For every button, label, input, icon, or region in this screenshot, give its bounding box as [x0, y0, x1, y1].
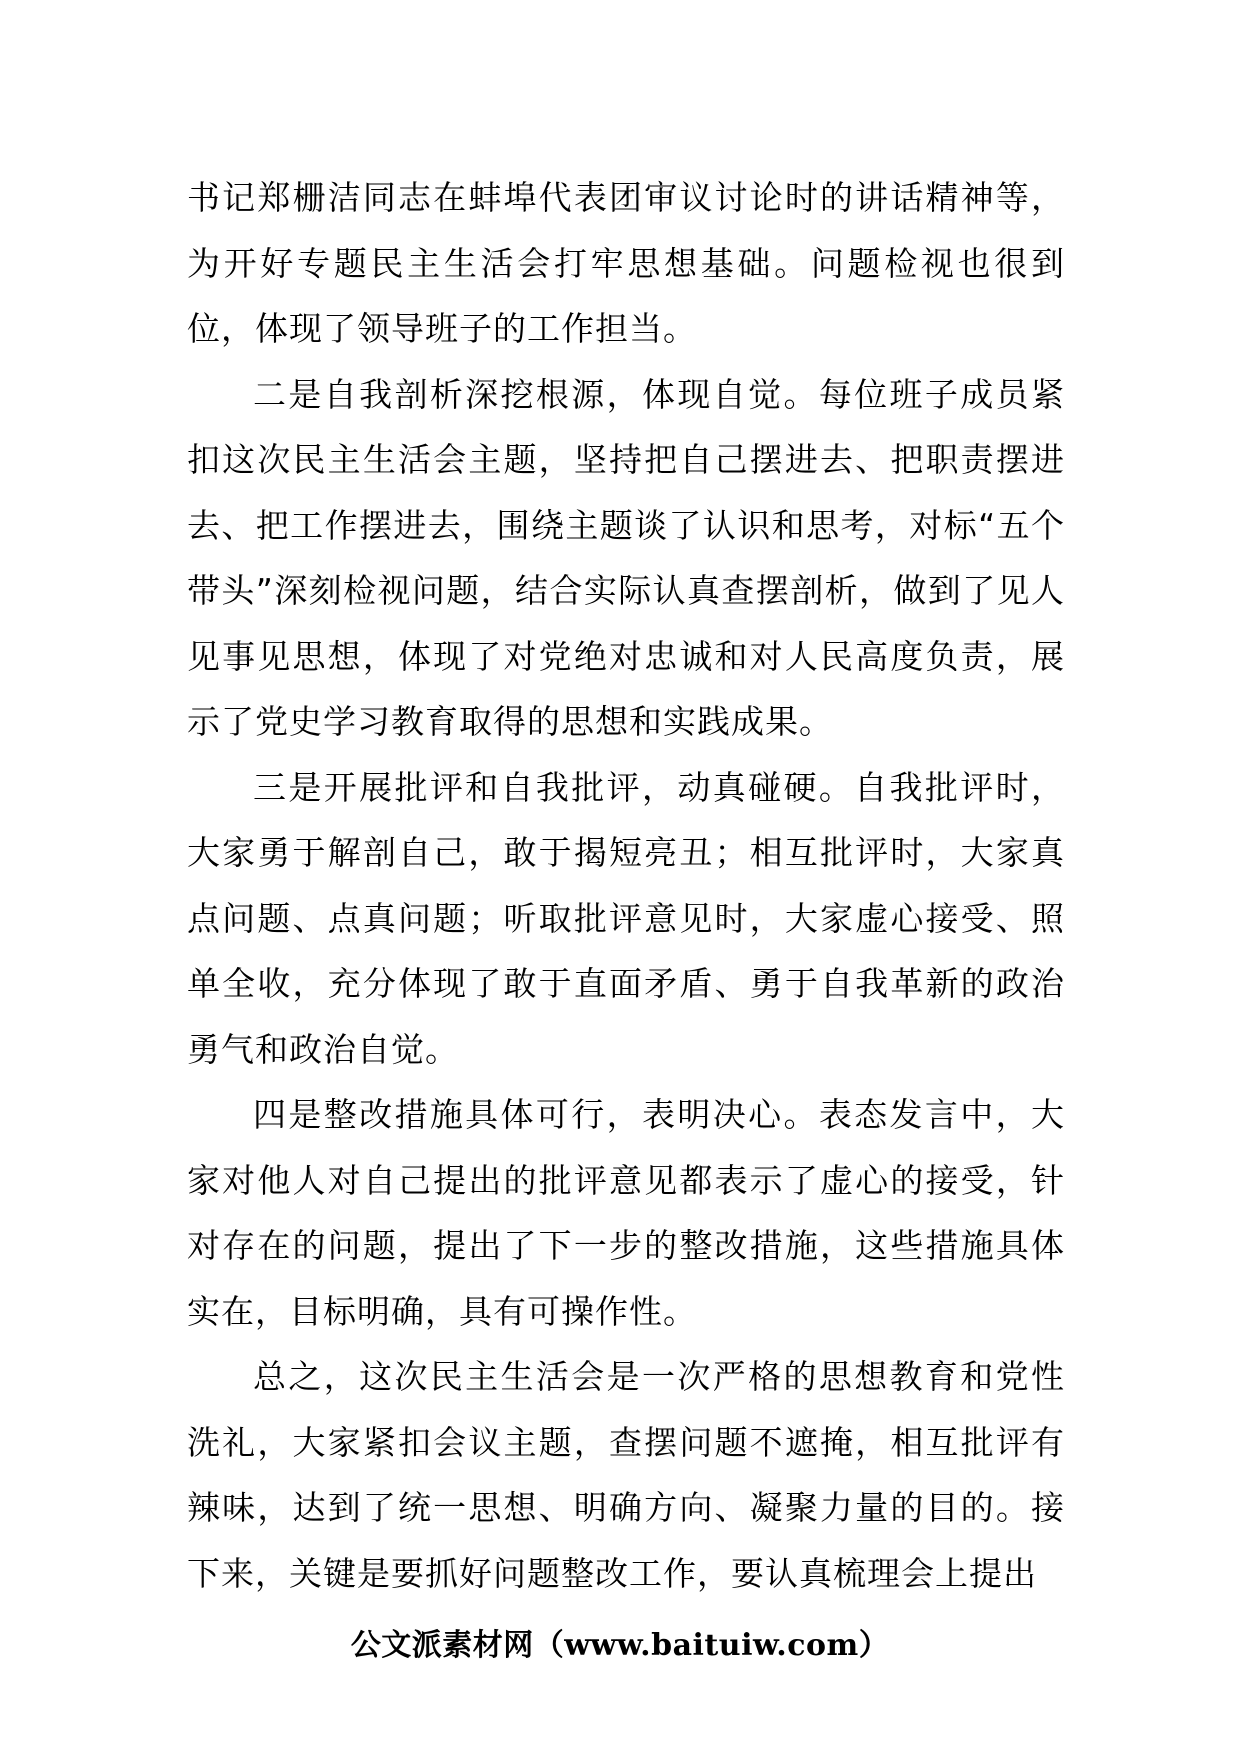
paragraph-summary: 总之，这次民主生活会是一次严格的思想教育和党性洗礼，大家紧扣会议主题，查摆问题不遮掩，相互批评有辣味，达到了统一思想、明确方向、凝聚力量的目的。接下来，关键是要抓好问题整改工作，要认真梳理会上提出 — [187, 1357, 1065, 1593]
paragraph-continued: 书记郑栅洁同志在蚌埠代表团审议讨论时的讲话精神等，为开好专题民主生活会打牢思想基础。问题检视也很到位，体现了领导班子的工作担当。 — [187, 178, 1065, 348]
footer-source: 公文派素材网（www.baituiw.com） — [350, 1628, 890, 1663]
paragraph-criticism: 三是开展批评和自我批评，动真碰硬。自我批评时，大家勇于解剖自己，敢于揭短亮丑；相互批评时，大家真点问题、点真问题；听取批评意见时，大家虚心接受、照单全收，充分体现了敢于直面矛盾、勇于自我革新的政治勇气和政治自觉。 — [187, 767, 1065, 1069]
document-body — [187, 165, 1065, 1606]
paragraph-rectification: 四是整改措施具体可行，表明决心。表态发言中，大家对他人对自己提出的批评意见都表示了虚心的接受，针对存在的问题，提出了下一步的整改措施，这些措施具体实在，目标明确，具有可操作性。 — [187, 1095, 1065, 1331]
paragraph-self-analysis: 二是自我剖析深挖根源，体现自觉。每位班子成员紧扣这次民主生活会主题，坚持把自己摆进去、把职责摆进去、把工作摆进去，围绕主题谈了认识和思考，对标“五个带头”深刻检视问题，结合实际认真查摆剖析，做到了见人见事见思想，体现了对党绝对忠诚和对人民高度负责，展示了党史学习教育取得的思想和实践成果。 — [187, 374, 1065, 741]
